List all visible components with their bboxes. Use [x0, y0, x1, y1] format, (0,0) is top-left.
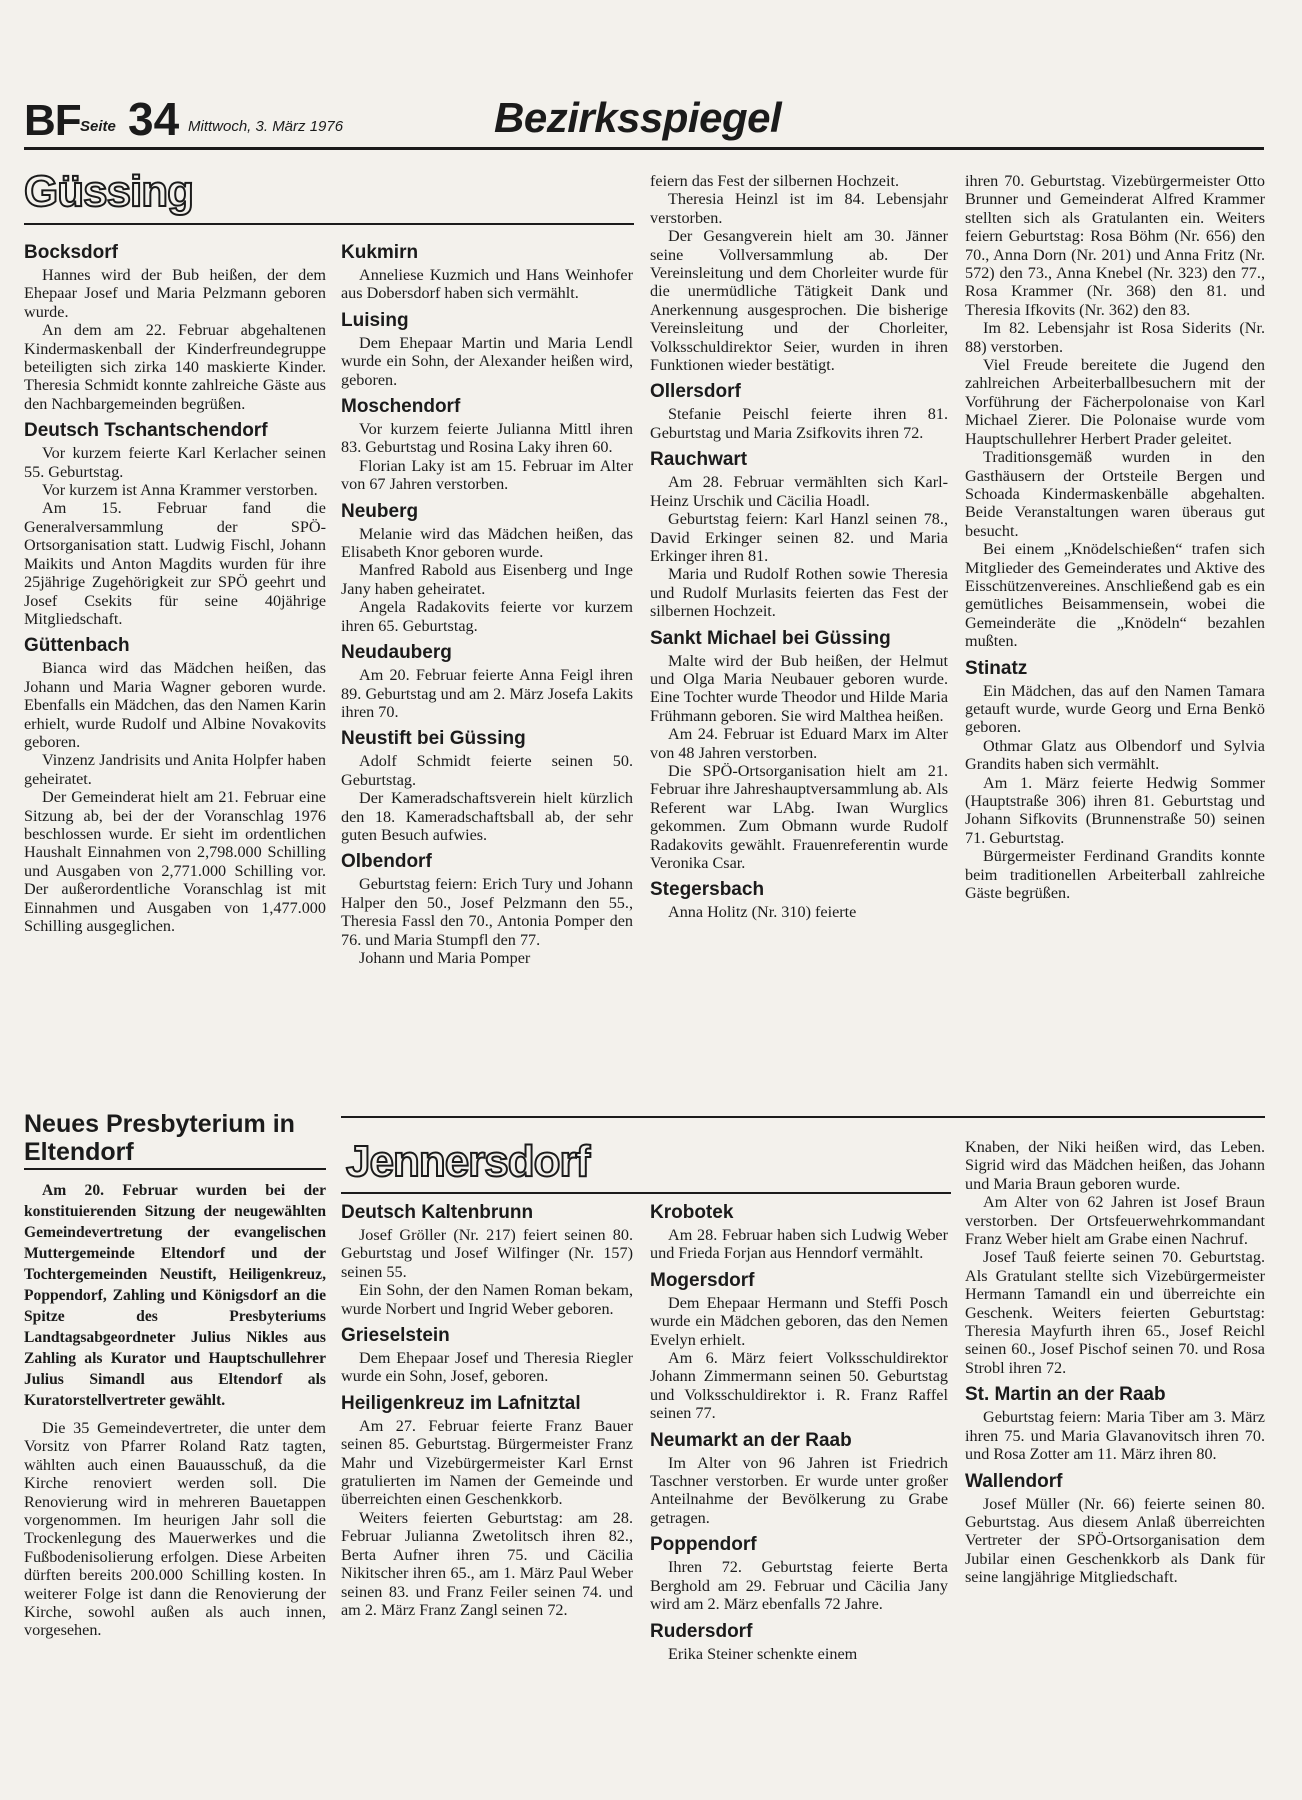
place-heading: Moschendorf — [341, 396, 461, 418]
news-paragraph: Am 20. Februar feierte Anna Feigl ihren 89. Geburtstag und am 2. März Josefa Lakits ihren 70. — [341, 666, 633, 721]
news-paragraph: Malte wird der Bub heißen, der Helmut und Olga Maria Neubauer geboren wurde. Eine Tochter wurde Theodor und Hilde Maria Frühmann geboren. Sie wird Malthea heißen. — [650, 651, 948, 725]
news-paragraph: Anna Holitz (Nr. 310) feierte — [668, 903, 857, 922]
news-paragraph: ihren 70. Geburtstag. Vizebürgermeister Otto Brunner und Gemeinderat Alfred Krammer stellten sich als Gratulanten ein. Weiters feiern Geburtstag: Rosa Böhm (Nr. 656) den 70., Anna Dorn (Nr. 201) und Anna Fritz (Nr. 572) den 73., Anna Knebel (Nr. 323) den 77., Rosa Krammer (Nr. 368) den 81. und Theresia Ifkovits (Nr. 362) den 83. — [965, 172, 1265, 319]
news-paragraph: Bürgermeister Ferdinand Grandits konnte beim traditionellen Arbeiterball zahlreiche Gäste begrüßen. — [965, 847, 1265, 903]
news-paragraph: Dem Ehepaar Josef und Theresia Riegler wurde ein Sohn, Josef, geboren. — [341, 1349, 633, 1386]
news-paragraph: Am 28. Februar vermählten sich Karl-Heinz Urschik und Cäcilia Hoadl. — [650, 473, 948, 510]
news-paragraph: Josef Gröller (Nr. 217) feiert seinen 80. Geburtstag und Josef Wilfinger (Nr. 157) seinen 55. — [341, 1226, 633, 1281]
news-paragraph: Traditionsgemäß wurden in den Gasthäusern der Ortsteile Bergen und Schoada Kindermaskenbälle abgehalten. Beide Veranstaltungen waren überaus gut besucht. — [965, 448, 1265, 540]
article-body: Die 35 Gemeindevertreter, die unter dem Vorsitz von Pfarrer Roland Ratz tagten, wählten auch einen Bauausschuß, da die Kirche renoviert werden soll. Die Renovierung wird in mehreren Bauetappen vorgenommen. Im heurigen Jahr soll die Trockenlegung des Mauerwerkes und die Fußbodenisolierung erfolgen. Diese Arbeiten dürften bereits 200.000 Schilling kosten. In weiterer Folge ist dann die Renovierung der Kirche, sowohl außen als auch innen, vorgesehen. — [24, 1419, 326, 1640]
news-paragraph: Angela Radakovits feierte vor kurzem ihren 65. Geburtstag. — [341, 598, 633, 635]
news-paragraph: Geburtstag feiern: Erich Tury und Johann Halper den 50., Josef Pelzmann den 55., Theresia Fassl den 70., Antonia Pomper den 76. und Maria Stumpfl den 77. — [341, 875, 633, 949]
news-paragraph: Bianca wird das Mädchen heißen, das Johann und Maria Wagner geboren wurde. Ebenfalls ein Mädchen, das den Namen Karin erhielt, wurde Rudolf und Albine Novakovits geboren. — [24, 659, 326, 751]
page-number: 34 — [128, 93, 180, 145]
jennersdorf-column-4 — [965, 1138, 1265, 1782]
article-lead: Am 20. Februar wurden bei der konstituierenden Sitzung der neugewählten Gemeindevertretung der evangelischen Muttergemeinde Eltendorf und der Tochtergemeinden Neustift, Heiligenkreuz, Poppendorf, Zahling und Königsdorf an die Spitze des Presbyteriums Landtagsabgeordneter Julius Nikles aus Zahling als Kurator und Hauptschullehrer Julius Simandl aus Eltendorf als Kuratorstellvertreter gewählt. — [24, 1182, 326, 1409]
place-heading: Luising — [341, 309, 409, 331]
place-heading: Neumarkt an der Raab — [650, 1429, 852, 1451]
news-paragraph: Am 24. Februar ist Eduard Marx im Alter von 48 Jahren verstorben. — [650, 725, 948, 762]
section-divider — [341, 1116, 1265, 1118]
place-heading: Kukmirn — [341, 242, 419, 263]
jennersdorf-column-2 — [341, 1202, 633, 1782]
guessing-column-3 — [650, 172, 948, 1102]
place-heading: Rauchwart — [650, 449, 748, 471]
news-paragraph: Maria und Rudolf Rothen sowie Theresia und Rudolf Murlasits feierten das Fest der silbernen Hochzeit. — [650, 565, 948, 621]
guessing-column-2 — [341, 242, 633, 1102]
news-paragraph: Dem Ehepaar Martin und Maria Lendl wurde ein Sohn, der Alexander heißen wird, geboren. — [341, 333, 633, 389]
issue-date: Mittwoch, 3. März 1976 — [188, 118, 344, 135]
place-heading: Neuberg — [341, 500, 419, 522]
place-heading: Wallendorf — [965, 1470, 1063, 1492]
news-paragraph: Am 27. Februar feierte Franz Bauer seinen 85. Geburtstag. Bürgermeister Franz Mahr und Vizebürgermeister Karl Ernst gratulierten im Namen der Gemeinde und überreichten einen Geschenkkorb. — [341, 1416, 633, 1509]
news-paragraph: feiern das Fest der silbernen Hochzeit. — [650, 172, 900, 190]
jennersdorf-column-3 — [650, 1202, 948, 1782]
news-paragraph: Manfred Rabold aus Eisenberg und Inge Jany haben geheiratet. — [341, 561, 633, 598]
news-paragraph: Ihren 72. Geburtstag feierte Berta Berghold am 29. Februar und Cäcilia Jany wird am 2. März ebenfalls 72 Jahre. — [650, 1558, 948, 1614]
news-paragraph: Vor kurzem feierte Julianna Mittl ihren 83. Geburtstag und Rosina Laky ihren 60. — [341, 420, 633, 457]
place-heading: Stinatz — [965, 657, 1028, 679]
news-paragraph: Johann und Maria Pomper — [359, 948, 531, 967]
news-paragraph: Erika Steiner schenkte einem — [668, 1644, 858, 1663]
region-title-jennersdorf: Jennersdorf — [346, 1137, 590, 1186]
news-paragraph: Am 1. März feierte Hedwig Sommer (Hauptstraße 306) ihren 81. Geburtstag und Johann Sifkovits (Brunnenstraße 50) seinen 71. Geburtstag. — [965, 773, 1265, 847]
place-heading: Poppendorf — [650, 1534, 757, 1556]
place-heading: Stegersbach — [650, 879, 765, 901]
place-heading: Bocksdorf — [24, 242, 118, 263]
eltendorf-article-body — [24, 1180, 326, 1780]
news-paragraph: Im Alter von 96 Jahren ist Friedrich Taschner verstorben. Er wurde unter großer Anteilnahme der Bevölkerung zu Grabe getragen. — [650, 1453, 948, 1527]
region-title-rule — [24, 223, 634, 225]
place-heading: Heiligenkreuz im Lafnitztal — [341, 1392, 581, 1414]
place-heading: Sankt Michael bei Güssing — [650, 627, 891, 649]
news-paragraph: Theresia Heinzl ist im 84. Lebensjahr verstorben. — [650, 190, 948, 227]
place-heading: Rudersdorf — [650, 1620, 753, 1642]
place-heading: Olbendorf — [341, 851, 432, 873]
region-title-rule — [341, 1192, 951, 1194]
news-paragraph: Othmar Glatz aus Olbendorf und Sylvia Grandits haben sich vermählt. — [965, 736, 1265, 774]
news-paragraph: Am 15. Februar fand die Generalversammlung der SPÖ-Ortsorganisation statt. Ludwig Fischl, Johann Maikits und Anton Magdits wurden für ihre 25jährige Zugehörigkeit zur SPÖ geehrt und Josef Csekits für seine 40jährige Mitgliedschaft. — [24, 499, 326, 628]
news-paragraph: Dem Ehepaar Hermann und Steffi Posch wurde ein Mädchen geboren, das den Nemen Evelyn erhielt. — [650, 1293, 948, 1349]
news-paragraph: Knaben, der Niki heißen wird, das Leben. Sigrid wird das Mädchen heißen, das Johann und Maria Braun geboren wurde. — [965, 1138, 1265, 1193]
news-paragraph: Im 82. Lebensjahr ist Rosa Siderits (Nr. 88) verstorben. — [965, 319, 1265, 356]
news-paragraph: Hannes wird der Bub heißen, der dem Ehepaar Josef und Maria Pelzmann geboren wurde. — [24, 266, 326, 321]
news-paragraph: Adolf Schmidt feierte seinen 50. Geburtstag. — [341, 752, 633, 789]
guessing-column-1 — [24, 242, 326, 1102]
place-heading: Deutsch Tschantschendorf — [24, 420, 268, 442]
section-title: Bezirksspiegel — [494, 94, 782, 141]
news-paragraph: Vor kurzem feierte Karl Kerlacher seinen 55. Geburtstag. — [24, 444, 326, 481]
place-heading: Neudauberg — [341, 642, 452, 664]
place-heading: St. Martin an der Raab — [965, 1384, 1166, 1406]
guessing-column-4 — [965, 172, 1265, 1102]
news-paragraph: Anneliese Kuzmich und Hans Weinhofer aus Dobersdorf haben sich vermählt. — [341, 266, 633, 303]
news-paragraph: Die SPÖ-Ortsorganisation hielt am 21. Februar ihre Jahreshauptversammlung ab. Als Referent war LAbg. Iwan Wurglics gekommen. Zum Obmann wurde Rudolf Radakovits gewählt. Frauenreferentin wurde Veronika Csar. — [650, 761, 948, 872]
place-heading: Mogersdorf — [650, 1269, 755, 1291]
news-paragraph: Stefanie Peischl feierte ihren 81. Geburtstag und Maria Zsifkovits ihren 72. — [650, 405, 948, 442]
place-heading: Neustift bei Güssing — [341, 728, 526, 750]
newspaper-logo: BF — [24, 96, 81, 145]
news-paragraph: Der Gesangverein hielt am 30. Jänner seine Vollversammlung ab. Der Vereinsleitung und dem Chorleiter wurde für die unermüdliche Tätigkeit Dank und Anerkennung ausgesprochen. Die bisherige Vereinsleitung und der Chorleiter, Volksschuldirektor Seier, wurden in ihren Funktionen wieder bestätigt. — [650, 227, 948, 375]
page-header — [24, 88, 1264, 148]
news-paragraph: Am Alter von 62 Jahren ist Josef Braun verstorben. Der Ortsfeuerwehrkommandant Franz Weber hielt am Grabe einen Nachruf. — [965, 1193, 1265, 1249]
news-paragraph: Am 28. Februar haben sich Ludwig Weber und Frieda Forjan aus Henndorf vermählt. — [650, 1226, 948, 1263]
place-heading: Ollersdorf — [650, 381, 741, 403]
news-paragraph: Bei einem „Knödelschießen“ trafen sich Mitglieder des Gemeinderates und Aktive des Eisschützenvereines. Anschließend gab es ein gemütliches Beisammensein, wobei die Gemeinderäte die „Knödeln“ bezahlen mußten. — [965, 540, 1265, 651]
region-title-guessing: Güssing — [24, 167, 194, 216]
place-heading: Güttenbach — [24, 635, 130, 657]
news-paragraph: Der Kameradschaftsverein hielt kürzlich den 18. Kameradschaftsball ab, der sehr guten Besuch aufwies. — [341, 789, 633, 844]
header-rule — [24, 147, 1264, 150]
news-paragraph: An dem am 22. Februar abgehaltenen Kindermaskenball der Kinderfreundegruppe beteiligten sich zirka 140 maskierte Kinder. Theresia Schmidt konnte zahlreiche Gäste aus den Nachbargemeinden begrüßen. — [24, 321, 326, 413]
news-paragraph: Melanie wird das Mädchen heißen, das Elisabeth Knor geboren wurde. — [341, 524, 633, 562]
news-paragraph: Der Gemeinderat hielt am 21. Februar eine Sitzung ab, bei der der Voranschlag 1976 beschlossen wurde. Er sieht im ordentlichen Haushalt Einnahmen von 2,798.000 Schilling und Ausgaben von 2,771.000 Schilling vor. Der außerordentliche Voranschlag ist mit Einnahmen und Ausgaben von 1,477.000 Schilling ausgeglichen. — [24, 788, 326, 935]
news-paragraph: Vor kurzem ist Anna Krammer verstorben. — [42, 481, 318, 500]
news-paragraph: Vinzenz Jandrisits und Anita Holpfer haben geheiratet. — [24, 751, 326, 788]
news-paragraph: Weiters feierten Geburtstag: am 28. Februar Julianna Zwetolitsch ihren 82., Berta Aufner ihren 75. und Cäcilia Nikitscher ihren 65., am 1. März Paul Weber seinen 83. und Franz Feiler seinen 74. und am 2. März Franz Zangl seinen 72. — [341, 1508, 633, 1619]
article-title-rule — [24, 1168, 326, 1170]
news-paragraph: Geburtstag feiern: Maria Tiber am 3. März ihren 75. und Maria Glavanovitsch ihren 70. und Rosa Zotter am 11. März ihren 80. — [965, 1408, 1265, 1464]
news-paragraph: Am 6. März feiert Volksschuldirektor Johann Zimmermann seinen 50. Geburtstag und Volksschuldirektor i. R. Franz Raffel seinen 77. — [650, 1349, 948, 1423]
place-heading: Grieselstein — [341, 1325, 450, 1347]
news-paragraph: Josef Tauß feierte seinen 70. Geburtstag. Als Gratulant stellte sich Vizebürgermeister Hermann Tamandl ein und überreichte ein Geschenk. Weiters feierten Geburtstag: Theresia Mayfurth ihren 65., Josef Reichl seinen 60., Josef Pischof seinen 70. und Rosa Strobl ihren 72. — [965, 1248, 1265, 1377]
news-paragraph: Viel Freude bereitete die Jugend den zahlreichen Arbeiterballbesuchern mit der Vorführung der Fächerpolonaise von Karl Michael Zierer. Die Polonaise wurde vom Hauptschullehrer Herbert Prader geleitet. — [965, 356, 1265, 448]
news-paragraph: Ein Sohn, der den Namen Roman bekam, wurde Norbert und Ingrid Weber geboren. — [341, 1281, 633, 1318]
news-paragraph: Geburtstag feiern: Karl Hanzl seinen 78., David Erkinger seinen 82. und Maria Erkinger ihren 81. — [650, 510, 948, 565]
page-label: Seite — [80, 118, 116, 135]
place-heading: Krobotek — [650, 1202, 734, 1223]
article-title-eltendorf: Neues Presbyterium in Eltendorf — [24, 1110, 295, 1166]
news-paragraph: Josef Müller (Nr. 66) feierte seinen 80. Geburtstag. Aus diesem Anlaß überreichten Vertreter der SPÖ-Ortsorganisation dem Jubilar einen Geschenkkorb als Dank für seine langjährige Mitgliedschaft. — [965, 1494, 1265, 1587]
place-heading: Deutsch Kaltenbrunn — [341, 1202, 534, 1223]
news-paragraph: Ein Mädchen, das auf den Namen Tamara getauft wurde, wurde Georg und Erna Benkö geboren. — [965, 681, 1265, 737]
news-paragraph: Florian Laky ist am 15. Februar im Alter von 67 Jahren verstorben. — [341, 456, 633, 494]
